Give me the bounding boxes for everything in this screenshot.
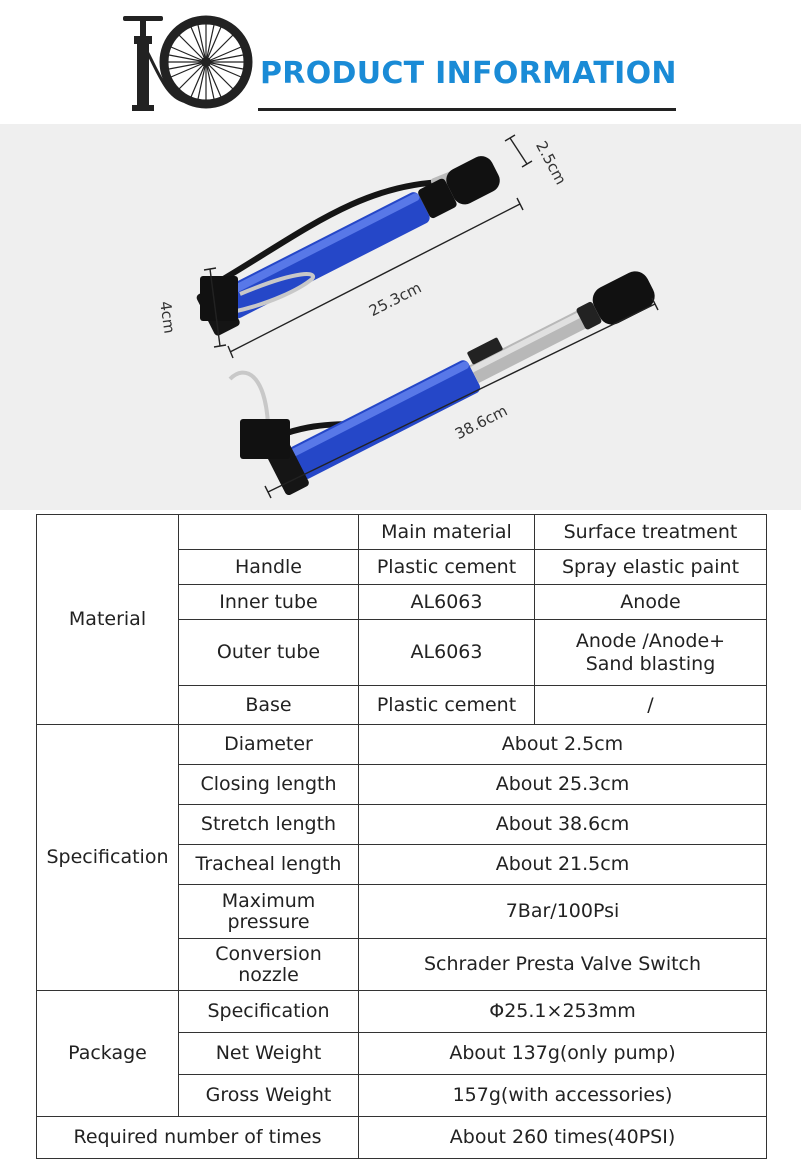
header-cell-empty — [179, 515, 359, 550]
page-title: PRODUCT INFORMATION — [260, 56, 677, 91]
part-label: Base — [179, 686, 359, 725]
part-label: Inner tube — [179, 585, 359, 620]
header — [0, 0, 801, 124]
surface-line: Anode /Anode+ — [575, 630, 726, 653]
main-material-value: AL6063 — [359, 620, 535, 686]
dim-diameter: 2.5cm — [532, 138, 570, 188]
spec-label: Diameter — [179, 725, 359, 765]
spec-label — [179, 939, 359, 991]
header-main-material: Main material — [359, 515, 535, 550]
main-material-value: Plastic cement — [359, 550, 535, 585]
pump-and-wheel-icon — [118, 10, 258, 115]
dim-base-width: 4cm — [156, 300, 179, 335]
surface-value: Anode — [535, 585, 767, 620]
spec-label: Stretch length — [179, 805, 359, 845]
part-label: Outer tube — [179, 620, 359, 686]
spec-label-line: Maximum — [221, 889, 316, 912]
main-material-value: Plastic cement — [359, 686, 535, 725]
spec-label — [179, 885, 359, 939]
dim-closing-length: 25.3cm — [366, 278, 425, 321]
dim-stretch-length: 38.6cm — [452, 401, 511, 444]
spec-label-line: nozzle — [238, 963, 299, 986]
package-label: Specification — [179, 991, 359, 1033]
spec-table — [36, 514, 767, 1159]
extended-pump — [230, 263, 661, 496]
table-row — [37, 515, 767, 550]
surface-value: Spray elastic paint — [535, 550, 767, 585]
closed-pump — [195, 148, 505, 337]
spec-label-line: Conversion — [215, 942, 322, 965]
package-value: About 137g(only pump) — [359, 1033, 767, 1075]
package-value: Φ25.1×253mm — [359, 991, 767, 1033]
spec-label: Closing length — [179, 765, 359, 805]
spec-value: Schrader Presta Valve Switch — [359, 939, 767, 991]
spec-label-line: pressure — [227, 910, 310, 933]
surface-value — [535, 620, 767, 686]
spec-value: About 38.6cm — [359, 805, 767, 845]
spec-label: Tracheal length — [179, 845, 359, 885]
title-underline — [258, 108, 676, 111]
spec-value: About 2.5cm — [359, 725, 767, 765]
table-row — [37, 1117, 767, 1159]
package-value: 157g(with accessories) — [359, 1075, 767, 1117]
required-times-value: About 260 times(40PSI) — [359, 1117, 767, 1159]
table-row — [37, 991, 767, 1033]
group-label-specification: Specification — [37, 725, 179, 991]
part-label: Handle — [179, 550, 359, 585]
spec-value: About 25.3cm — [359, 765, 767, 805]
spec-value: About 21.5cm — [359, 845, 767, 885]
surface-value: / — [535, 686, 767, 725]
package-label: Gross Weight — [179, 1075, 359, 1117]
product-image — [0, 124, 801, 510]
package-label: Net Weight — [179, 1033, 359, 1075]
group-label-material: Material — [37, 515, 179, 725]
main-material-value: AL6063 — [359, 585, 535, 620]
group-label-package: Package — [37, 991, 179, 1117]
pump-illustration — [0, 124, 801, 510]
header-surface-treatment: Surface treatment — [535, 515, 767, 550]
required-times-label: Required number of times — [37, 1117, 359, 1159]
table-row — [37, 725, 767, 765]
spec-value: 7Bar/100Psi — [359, 885, 767, 939]
surface-line: Sand blasting — [585, 652, 716, 675]
